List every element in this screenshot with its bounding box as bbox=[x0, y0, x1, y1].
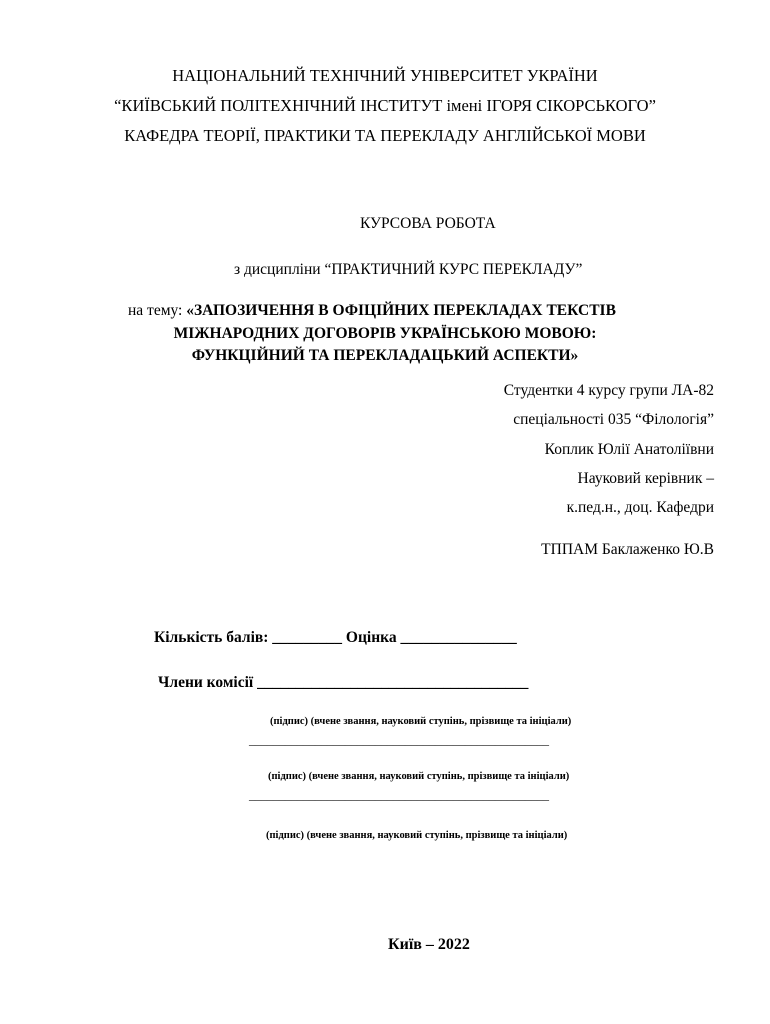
supervisor-degree: к.пед.н., доц. Кафедри bbox=[566, 499, 714, 516]
topic-title-part-1: «ЗАПОЗИЧЕННЯ В ОФІЦІЙНИХ ПЕРЕКЛАДАХ ТЕКСТІВ bbox=[186, 302, 616, 319]
discipline-line: з дисципліни “ПРАКТИЧНИЙ КУРС ПЕРЕКЛАДУ” bbox=[234, 261, 583, 278]
signature-caption-3: (підпис) (вчене звання, науковий ступінь, прізвище та ініціали) bbox=[266, 830, 568, 841]
topic-title-part-3: ФУНКЦІЙНИЙ ТА ПЕРЕКЛАДАЦЬКИЙ АСПЕКТИ» bbox=[191, 347, 579, 364]
score-line: Кількість балів: _________ Оцінка _______________ bbox=[154, 629, 517, 646]
supervisor-name: ТППАМ Баклаженко Ю.В bbox=[541, 541, 714, 558]
institute-name: “КИЇВСЬКИЙ ПОЛІТЕХНІЧНИЙ ІНСТИТУТ імені ІГОРЯ СІКОРСЬКОГО” bbox=[114, 96, 656, 115]
city-year: Київ – 2022 bbox=[388, 936, 470, 953]
department-name: КАФЕДРА ТЕОРІЇ, ПРАКТИКИ ТА ПЕРЕКЛАДУ АНГЛІЙСЬКОЇ МОВИ bbox=[124, 126, 646, 145]
work-type-title: КУРСОВА РОБОТА bbox=[360, 215, 496, 232]
signature-blank-2: __________________________________________________ bbox=[249, 788, 549, 802]
student-name: Коплик Юлії Анатоліївни bbox=[544, 441, 714, 458]
signature-caption-1: (підпис) (вчене звання, науковий ступінь, прізвище та ініціали) bbox=[270, 716, 572, 727]
signature-blank-1: __________________________________________________ bbox=[249, 733, 549, 747]
topic-title-part-2: МІЖНАРОДНИХ ДОГОВОРІВ УКРАЇНСЬКОЮ МОВОЮ: bbox=[173, 325, 597, 342]
topic-line-1 bbox=[128, 302, 616, 320]
topic-prefix: на тему: bbox=[128, 302, 187, 319]
signature-caption-2: (підпис) (вчене звання, науковий ступінь, прізвище та ініціали) bbox=[268, 771, 570, 782]
student-group: Студентки 4 курсу групи ЛА-82 bbox=[503, 382, 714, 399]
supervisor-label: Науковий керівник – bbox=[577, 470, 714, 487]
university-name: НАЦІОНАЛЬНИЙ ТЕХНІЧНИЙ УНІВЕРСИТЕТ УКРАЇНИ bbox=[172, 66, 598, 85]
commission-line: Члени комісії ___________________________________ bbox=[158, 674, 529, 691]
student-speciality: спеціальності 035 “Філологія” bbox=[513, 411, 714, 428]
